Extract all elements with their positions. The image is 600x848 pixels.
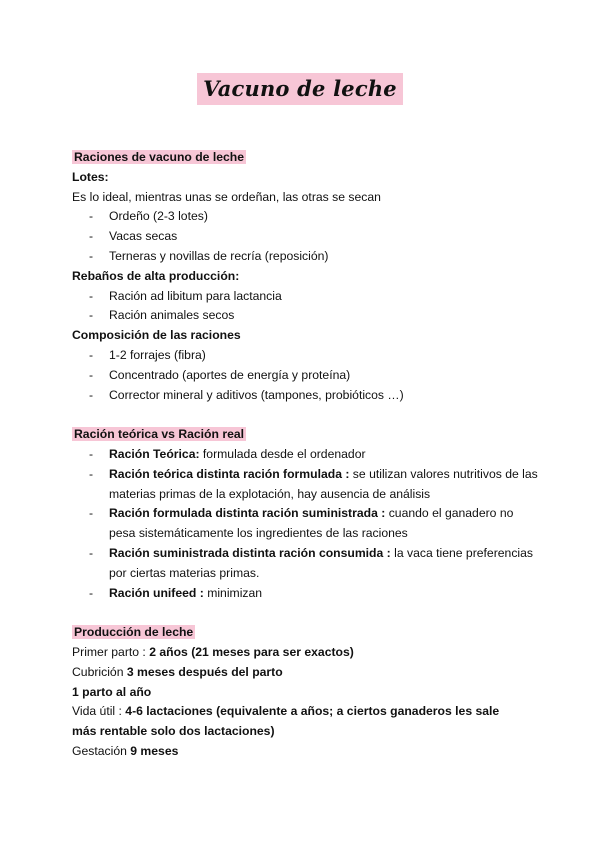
list-item (72, 445, 542, 465)
list-item-term: Ración Teórica: (109, 446, 200, 461)
lotes-label: Lotes: (72, 169, 109, 184)
list-item-content (109, 465, 542, 505)
dash-bullet-icon: - (89, 466, 94, 481)
line-label: Vida útil : (72, 704, 126, 719)
list-item-term: Ración formulada distinta ración suministrada : (109, 506, 386, 521)
list-item (72, 227, 542, 247)
list-item-text: Terneras y novillas de recría (reposición) (109, 248, 329, 263)
list-item-text: Corrector mineral y aditivos (tampones, probióticos …) (109, 387, 404, 402)
list-item (72, 366, 542, 386)
list-item-text: Concentrado (aportes de energía y proteína) (109, 367, 351, 382)
dash-bullet-icon: - (89, 545, 94, 560)
produccion-line (72, 643, 542, 663)
section-heading-text: Ración teórica vs Ración real (74, 427, 245, 442)
list-item (72, 465, 542, 505)
produccion-line (72, 663, 542, 683)
list-item-text: Ración ad libitum para lactancia (109, 288, 282, 303)
line-value: 9 meses (130, 743, 179, 758)
lotes-description: Es lo ideal, mientras unas se ordeñan, las otras se secan (72, 189, 381, 204)
dash-bullet-icon: - (89, 585, 94, 600)
line-value: 1 parto al año (72, 684, 152, 699)
title-container (0, 73, 600, 105)
dash-bullet-icon: - (89, 347, 94, 362)
list-item-text: Ración animales secos (109, 308, 235, 323)
dash-bullet-icon: - (89, 288, 94, 303)
section-heading-text: Raciones de vacuno de leche (74, 150, 245, 164)
dash-bullet-icon: - (89, 446, 94, 461)
dash-bullet-icon: - (89, 209, 94, 224)
produccion-line (72, 683, 542, 703)
list-item (72, 287, 542, 307)
lotes-list (72, 207, 542, 266)
composicion-list (72, 346, 542, 405)
section-heading-text: Producción de leche (74, 625, 194, 640)
page-title: Vacuno de leche (197, 73, 403, 105)
line-label: Primer parto : (72, 644, 150, 659)
list-item-text: Vacas secas (109, 229, 178, 244)
list-item-text: minimizan (203, 585, 263, 600)
list-item-term: Ración teórica distinta ración formulada : (109, 466, 350, 481)
list-item (72, 306, 542, 326)
list-item-content (109, 544, 542, 584)
document-body (72, 148, 542, 762)
composicion-label: Composición de las raciones (72, 328, 241, 343)
list-item-text: la vaca tiene preferencias por ciertas materias primas. (109, 545, 534, 580)
produccion-line (72, 702, 517, 742)
list-item (72, 544, 542, 584)
line-label: Cubrición (72, 664, 127, 679)
dash-bullet-icon: - (89, 367, 94, 382)
list-item (72, 346, 542, 366)
list-item-text: cuando el ganadero no pesa sistemáticamente los ingredientes de las raciones (109, 506, 514, 541)
rebanos-label: Rebaños de alta producción: (72, 268, 240, 283)
dash-bullet-icon: - (89, 308, 94, 323)
list-item-text: Ordeño (2-3 lotes) (109, 209, 208, 224)
list-item-term: Ración suministrada distinta ración consumida : (109, 545, 391, 560)
racion-list (72, 445, 542, 603)
list-item-text: se utilizan valores nutritivos de las materias primas de la explotación, hay ausencia de análisis (109, 466, 538, 501)
list-item (72, 504, 542, 544)
list-item-text: formulada desde el ordenador (199, 446, 366, 461)
rebanos-list (72, 287, 542, 327)
dash-bullet-icon: - (89, 229, 94, 244)
line-value: 4-6 lactaciones (equivalente a años; a ciertos ganaderos les sale más rentable solo dos lactaciones) (72, 704, 500, 739)
section-heading-racion-teorica (72, 425, 542, 445)
spacer (72, 405, 542, 425)
section-heading-raciones (72, 148, 542, 168)
spacer (72, 603, 542, 623)
list-item-content (109, 504, 542, 544)
section-heading-produccion (72, 623, 542, 643)
dash-bullet-icon: - (89, 387, 94, 402)
dash-bullet-icon: - (89, 248, 94, 263)
list-item (72, 584, 542, 604)
list-item-term: Ración unifeed : (109, 585, 204, 600)
list-item-text: 1-2 forrajes (fibra) (109, 347, 206, 362)
list-item (72, 207, 542, 227)
list-item (72, 247, 542, 267)
produccion-line (72, 742, 542, 762)
list-item (72, 386, 542, 406)
line-label: Gestación (72, 743, 131, 758)
line-value: 2 años (21 meses para ser exactos) (149, 644, 354, 659)
line-value: 3 meses después del parto (126, 664, 283, 679)
dash-bullet-icon: - (89, 506, 94, 521)
